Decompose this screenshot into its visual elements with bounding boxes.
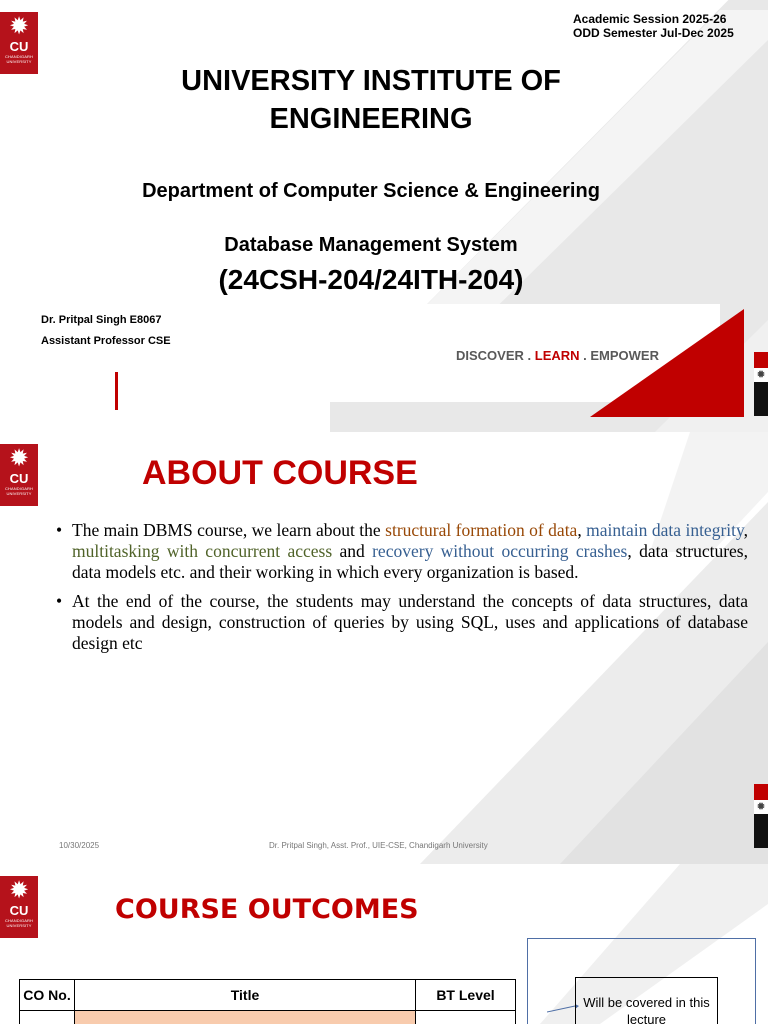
edge-tab xyxy=(754,784,768,848)
professor-info xyxy=(41,310,171,352)
course-outcomes-slide xyxy=(0,864,768,1024)
bullet-icon: • xyxy=(56,591,63,611)
professor-designation: Assistant Professor CSE xyxy=(41,335,171,347)
header-bt-level: BT Level xyxy=(416,980,516,1011)
tagline-discover: DISCOVER xyxy=(456,348,524,363)
header-co-no: CO No. xyxy=(20,980,75,1011)
logo-emblem-icon: ✹ xyxy=(8,877,30,904)
session-line-1: Academic Session 2025-26 xyxy=(573,12,727,26)
highlight-structural: structural formation of data xyxy=(385,520,578,540)
lecture-note-box: Will be covered in this lecture xyxy=(575,977,718,1024)
edge-tab xyxy=(754,352,768,416)
course-outcomes-table xyxy=(19,979,516,1024)
highlight-recovery: recovery without occurring crashes xyxy=(372,541,628,561)
table-row xyxy=(20,1011,516,1024)
bullet-icon: • xyxy=(56,520,63,540)
tagline-learn: LEARN xyxy=(534,348,580,363)
institute-title: UNIVERSITY INSTITUTE OF ENGINEERING xyxy=(181,65,561,135)
logo-emblem-icon: ✹ xyxy=(8,445,30,472)
department-title: Department of Computer Science & Engineering xyxy=(142,180,600,202)
edge-emblem-icon: ✹ xyxy=(754,800,768,814)
edge-emblem-icon: ✹ xyxy=(754,368,768,382)
tagline: DISCOVER . LEARN . EMPOWER xyxy=(456,348,659,363)
course-code: (24CSH-204/24ITH-204) xyxy=(218,264,524,295)
academic-session xyxy=(573,12,734,40)
cu-logo: ✹ CU CHANDIGARH UNIVERSITY xyxy=(0,444,38,506)
about-course-title: ABOUT COURSE xyxy=(142,454,418,492)
subject-title: Database Management System xyxy=(224,234,518,256)
highlight-concurrency: multitasking with concurrent access xyxy=(72,541,333,561)
footer-credit: Dr. Pritpal Singh, Asst. Prof., UIE-CSE, Chandigarh University xyxy=(269,841,488,850)
professor-name: Dr. Pritpal Singh E8067 xyxy=(41,314,162,326)
tagline-empower: EMPOWER xyxy=(590,348,659,363)
cu-logo: ✹ CU CHANDIGARH UNIVERSITY xyxy=(0,12,38,74)
highlight-integrity: maintain data integrity xyxy=(586,520,744,540)
logo-emblem-icon: ✹ xyxy=(8,13,30,40)
session-line-2: ODD Semester Jul-Dec 2025 xyxy=(573,26,734,40)
cu-logo: ✹ CU CHANDIGARH UNIVERSITY xyxy=(0,876,38,938)
red-accent-bar xyxy=(115,372,118,410)
list-item: • At the end of the course, the students may understand the concepts of data structures, data models and design, construction of queries by using SQL, uses and applications of database design etc xyxy=(56,591,748,653)
list-item: • The main DBMS course, we learn about the structural formation of data, maintain data integrity, multitasking with concurrent access and recovery without occurring crashes, data structures, data models etc. and their working in which every organization is based. xyxy=(56,520,748,582)
course-outcomes-title: COURSE OUTCOMES xyxy=(115,894,419,925)
footer-date: 10/30/2025 xyxy=(59,841,100,850)
about-course-slide xyxy=(0,432,768,864)
table-header-row xyxy=(20,980,516,1011)
course-description-list xyxy=(56,520,748,662)
title-slide xyxy=(0,0,768,432)
header-title: Title xyxy=(75,980,416,1011)
